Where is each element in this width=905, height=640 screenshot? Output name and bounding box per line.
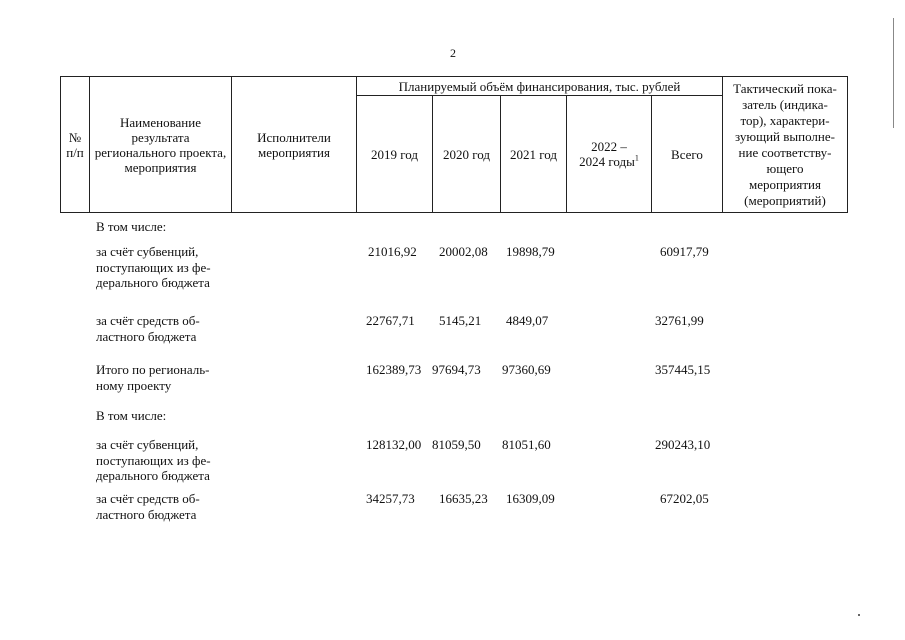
- header-2020: 2020 год: [432, 95, 501, 213]
- value-2019: 128132,00: [366, 437, 422, 452]
- value-2021: 97360,69: [502, 362, 551, 377]
- value-2020: 5145,21: [439, 313, 482, 328]
- value-2020: 81059,50: [432, 437, 481, 452]
- row-label: Итого по региональ- ному проекту: [96, 362, 210, 393]
- footnote-mark: 1: [634, 153, 639, 163]
- header-2022-line2: 2024 годы: [579, 154, 635, 169]
- value-2021: 16309,09: [506, 491, 555, 506]
- scan-speck: [858, 614, 860, 616]
- value-total: 290243,10: [655, 437, 711, 452]
- row-label: В том числе:: [96, 408, 167, 423]
- row-label: за счёт субвенций, поступающих из фе- дерального бюджета: [96, 437, 211, 483]
- scan-edge-line: [893, 18, 894, 128]
- value-2020: 97694,73: [432, 362, 481, 377]
- value-total: 60917,79: [660, 244, 709, 259]
- value-total: 357445,15: [655, 362, 711, 377]
- value-2021: 19898,79: [506, 244, 555, 259]
- value-2021: 4849,07: [506, 313, 549, 328]
- row-label: за счёт средств об- ластного бюджета: [96, 491, 200, 522]
- value-2019: 162389,73: [366, 362, 422, 377]
- header-2022-line1: 2022 –: [591, 139, 627, 154]
- value-total: 67202,05: [660, 491, 709, 506]
- value-2020: 20002,08: [439, 244, 488, 259]
- value-total: 32761,99: [655, 313, 704, 328]
- header-total: Всего: [651, 95, 723, 213]
- row-label: за счёт субвенций, поступающих из фе- дерального бюджета: [96, 244, 211, 290]
- header-executors: Исполнители мероприятия: [231, 76, 357, 213]
- header-2022-2024: [566, 95, 652, 213]
- header-planned: Планируемый объём финансирования, тыс. рублей: [356, 76, 723, 96]
- value-2020: 16635,23: [439, 491, 488, 506]
- value-2019: 34257,73: [366, 491, 415, 506]
- header-name: Наименование результата регионального проекта, мероприятия: [89, 76, 232, 213]
- row-label: за счёт средств об- ластного бюджета: [96, 313, 200, 344]
- header-num: № п/п: [60, 76, 90, 213]
- row-label: В том числе:: [96, 219, 167, 234]
- value-2019: 21016,92: [368, 244, 417, 259]
- header-2019: 2019 год: [356, 95, 433, 213]
- value-2019: 22767,71: [366, 313, 415, 328]
- header-2021: 2021 год: [500, 95, 567, 213]
- header-indicator: Тактический пока- затель (индика- тор), характери- зующий выполне- ние соответству- ющего мероприятия (мероприятий): [722, 76, 848, 213]
- value-2021: 81051,60: [502, 437, 551, 452]
- page-number: 2: [450, 46, 456, 60]
